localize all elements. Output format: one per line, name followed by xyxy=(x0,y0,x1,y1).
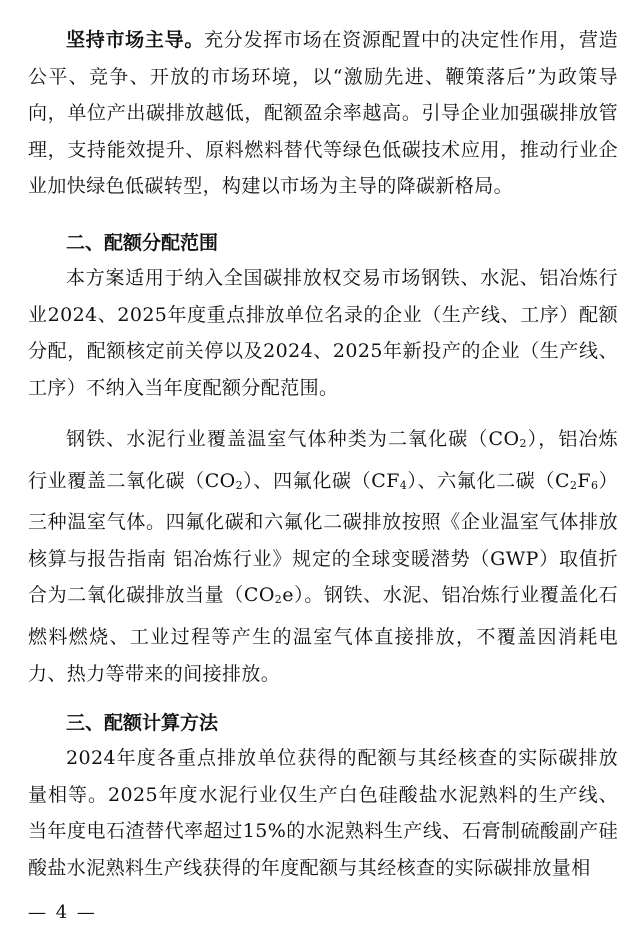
paragraph-lead-text: 坚持市场主导。 xyxy=(66,29,205,51)
paragraph-calculation: 2024年度各重点排放单位获得的配额与其经核查的实际碳排放量相等。2025年度水泥行业仅生产白色硅酸盐水泥熟料的生产线、当年度电石渣替代率超过15%的水泥熟料生产线、石膏制硫酸副产硅酸盐水泥熟料生产线获得的年度配额与其经核查的实际碳排放量相 xyxy=(28,747,618,879)
text-segment: F xyxy=(577,469,591,492)
paragraph-scope: 本方案适用于纳入全国碳排放权交易市场钢铁、水泥、铝冶炼行业2024、2025年度重点排放单位名录的企业（生产线、工序）配额分配，配额核定前关停以及2024、2025年新投产的企业（生产线、工序）不纳入当年度配额分配范围。 xyxy=(28,267,618,399)
paragraph-gas-coverage xyxy=(28,421,618,692)
paragraph-market-leading xyxy=(28,22,618,205)
text-segment: ）三种温室气体。四氟化碳和六氟化二碳排放按照《企业温室气体排放核算与报告指南 铝冶炼行业》规定的全球变暖潜势（GWP）取值折合为二氧化碳排放当量（CO xyxy=(28,469,619,607)
text-segment: ）、六氟化二碳（C xyxy=(407,469,570,492)
subscript: 2 xyxy=(569,478,578,492)
subscript: 4 xyxy=(399,478,408,492)
section-heading-allocation-scope: 二、配额分配范围 xyxy=(66,232,219,254)
text-segment: 钢铁、水泥行业覆盖温室气体种类为二氧化碳（CO xyxy=(66,428,520,450)
text-segment: ）、四氟化碳（CF xyxy=(243,469,400,492)
text-segment: ），铝冶炼行业覆盖二氧化碳（CO xyxy=(28,428,618,492)
subscript: 6 xyxy=(590,478,599,492)
subscript: 2 xyxy=(274,593,283,607)
text-segment: e）。钢铁、水泥、铝冶炼行业覆盖化石燃料燃烧、工业过程等产生的温室气体直接排放，不覆盖因消耗电力、热力等带来的间接排放。 xyxy=(28,584,618,685)
subscript: 2 xyxy=(519,437,527,450)
page-number: — 4 — xyxy=(28,902,97,923)
subscript: 2 xyxy=(235,478,244,492)
paragraph-body-text: 充分发挥市场在资源配置中的决定性作用，营造公平、竞争、开放的市场环境，以“激励先进、鞭策落后”为政策导向，单位产出碳排放越低，配额盈余率越高。引导企业加强碳排放管理，支持能效提升、原料燃料替代等绿色低碳技术应用，推动行业企业加快绿色低碳转型，构建以市场为主导的降碳新格局。 xyxy=(28,29,618,198)
section-heading-calculation-method: 三、配额计算方法 xyxy=(66,712,219,734)
